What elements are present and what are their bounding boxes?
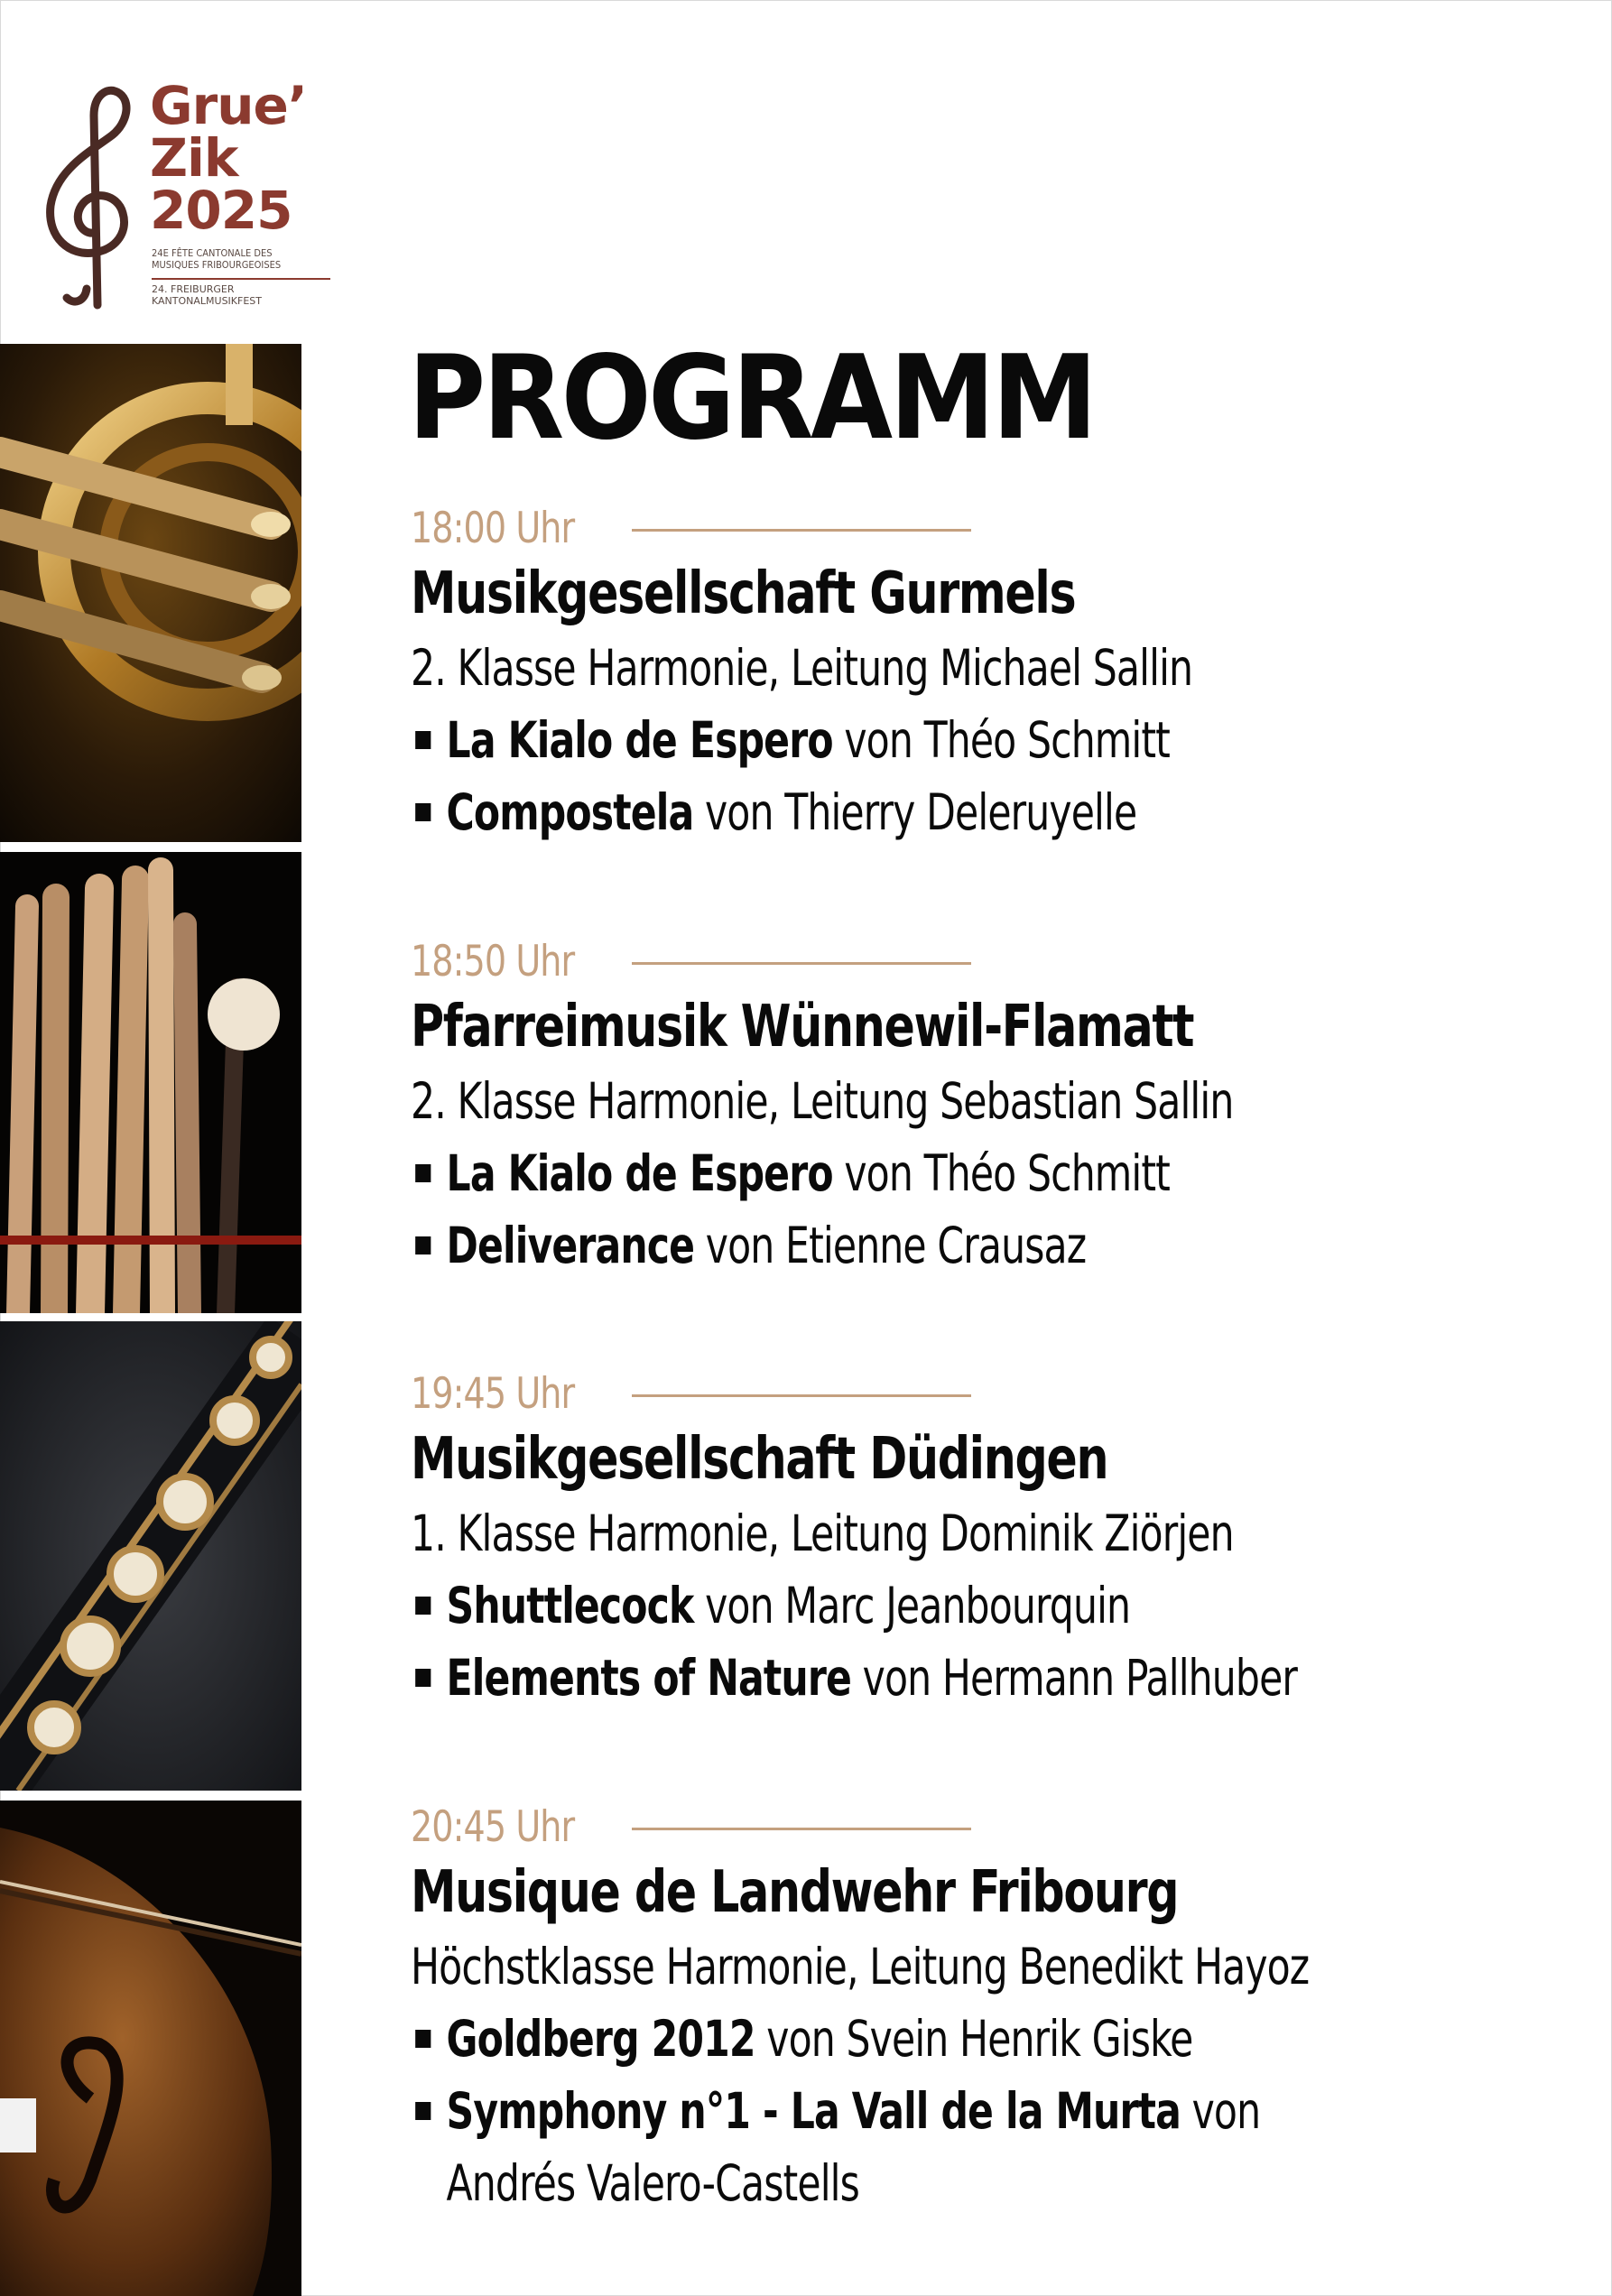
piece-composer: von Svein Henrik Giske [755, 2010, 1193, 2068]
piece-item [411, 704, 1396, 776]
time-divider [632, 529, 971, 532]
band-info: 1. Klasse Harmonie, Leitung Dominik Ziörjen [411, 1504, 1234, 1562]
logo-divider [152, 278, 330, 280]
gruezik-logo [34, 75, 307, 323]
time-divider [632, 1394, 971, 1397]
time-row [411, 1367, 1557, 1421]
french-horn-photo [0, 344, 301, 842]
band-name: Musikgesellschaft Gurmels [411, 560, 1076, 627]
piece-title: Symphony n°1 - La Vall de la Murta [446, 2082, 1181, 2140]
program-entry [411, 502, 1557, 848]
piece-composer: von Hermann Pallhuber [850, 1649, 1298, 1707]
bullet-icon [415, 731, 431, 749]
piece-title: Compostela [446, 783, 694, 841]
time-label: 19:45 Uhr [411, 1369, 575, 1419]
piece-title: Shuttlecock [446, 1577, 694, 1634]
logo-line-1: Grue’ [150, 75, 307, 136]
piece-item [411, 2003, 1396, 2075]
logo-wordmark [150, 75, 307, 241]
piece-item [411, 1569, 1396, 1642]
logo-line-3: 2025 [150, 180, 292, 241]
time-label: 18:00 Uhr [411, 504, 575, 553]
program-entry [411, 935, 1557, 1282]
piece-item [411, 1642, 1396, 1714]
piece-item [411, 2075, 1396, 2147]
bullet-icon [415, 1164, 431, 1182]
drumsticks-photo [0, 852, 301, 1313]
band-info: 2. Klasse Harmonie, Leitung Sebastian Sallin [411, 1072, 1234, 1130]
piece-composer: von Thierry Deleruyelle [693, 783, 1137, 841]
band-name: Musikgesellschaft Düdingen [411, 1426, 1108, 1493]
program-entry [411, 1367, 1557, 1714]
piece-composer-continued: Andrés Valero-Castells [446, 2154, 859, 2212]
cello-photo [0, 1801, 301, 2296]
band-name: Pfarreimusik Wünnewil-Flamatt [411, 994, 1194, 1060]
time-row [411, 502, 1557, 556]
bullet-icon [415, 2102, 431, 2120]
bullet-icon [415, 1236, 431, 1254]
program-entry [411, 1801, 1557, 2219]
time-row [411, 935, 1557, 989]
band-name: Musique de Landwehr Fribourg [411, 1859, 1179, 1926]
oboe-photo [0, 1321, 301, 1791]
piece-item [411, 1209, 1396, 1282]
piece-composer: von Théo Schmitt [832, 711, 1171, 769]
logo-subtitle-de [152, 283, 262, 307]
piece-composer: von Théo Schmitt [832, 1144, 1171, 1202]
time-row [411, 1801, 1557, 1855]
time-label: 18:50 Uhr [411, 937, 575, 986]
bullet-icon [415, 1669, 431, 1687]
piece-composer: von [1180, 2082, 1261, 2140]
bullet-icon [415, 2030, 431, 2048]
piece-item [411, 776, 1396, 848]
piece-title: Goldberg 2012 [446, 2010, 755, 2068]
piece-composer: von Marc Jeanbourquin [693, 1577, 1131, 1634]
time-label: 20:45 Uhr [411, 1802, 575, 1852]
band-info: Höchstklasse Harmonie, Leitung Benedikt Hayoz [411, 1938, 1310, 1995]
logo-subtitle-fr-2: MUSIQUES FRIBOURGEOISES [152, 259, 282, 271]
piece-title: Elements of Nature [446, 1649, 851, 1707]
piece-title: La Kialo de Espero [446, 711, 833, 769]
logo-subtitle-fr [152, 247, 281, 271]
logo-subtitle-fr-1: 24E FÊTE CANTONALE DES [152, 247, 273, 259]
piece-title: La Kialo de Espero [446, 1144, 833, 1202]
logo-subtitle-de-1: 24. FREIBURGER [152, 283, 235, 295]
logo-line-2: Zik [150, 127, 238, 189]
bullet-icon [415, 1597, 431, 1615]
time-divider [632, 1828, 971, 1830]
piece-item [411, 1137, 1396, 1209]
bullet-icon [415, 803, 431, 821]
band-info: 2. Klasse Harmonie, Leitung Michael Sallin [411, 639, 1193, 697]
logo-subtitle-de-2: KANTONALMUSIKFEST [152, 295, 262, 307]
time-divider [632, 962, 971, 965]
page-title: PROGRAMM [408, 331, 1095, 466]
treble-clef-icon [34, 79, 143, 314]
piece-composer: von Etienne Crausaz [694, 1217, 1087, 1274]
piece-title: Deliverance [446, 1217, 695, 1274]
